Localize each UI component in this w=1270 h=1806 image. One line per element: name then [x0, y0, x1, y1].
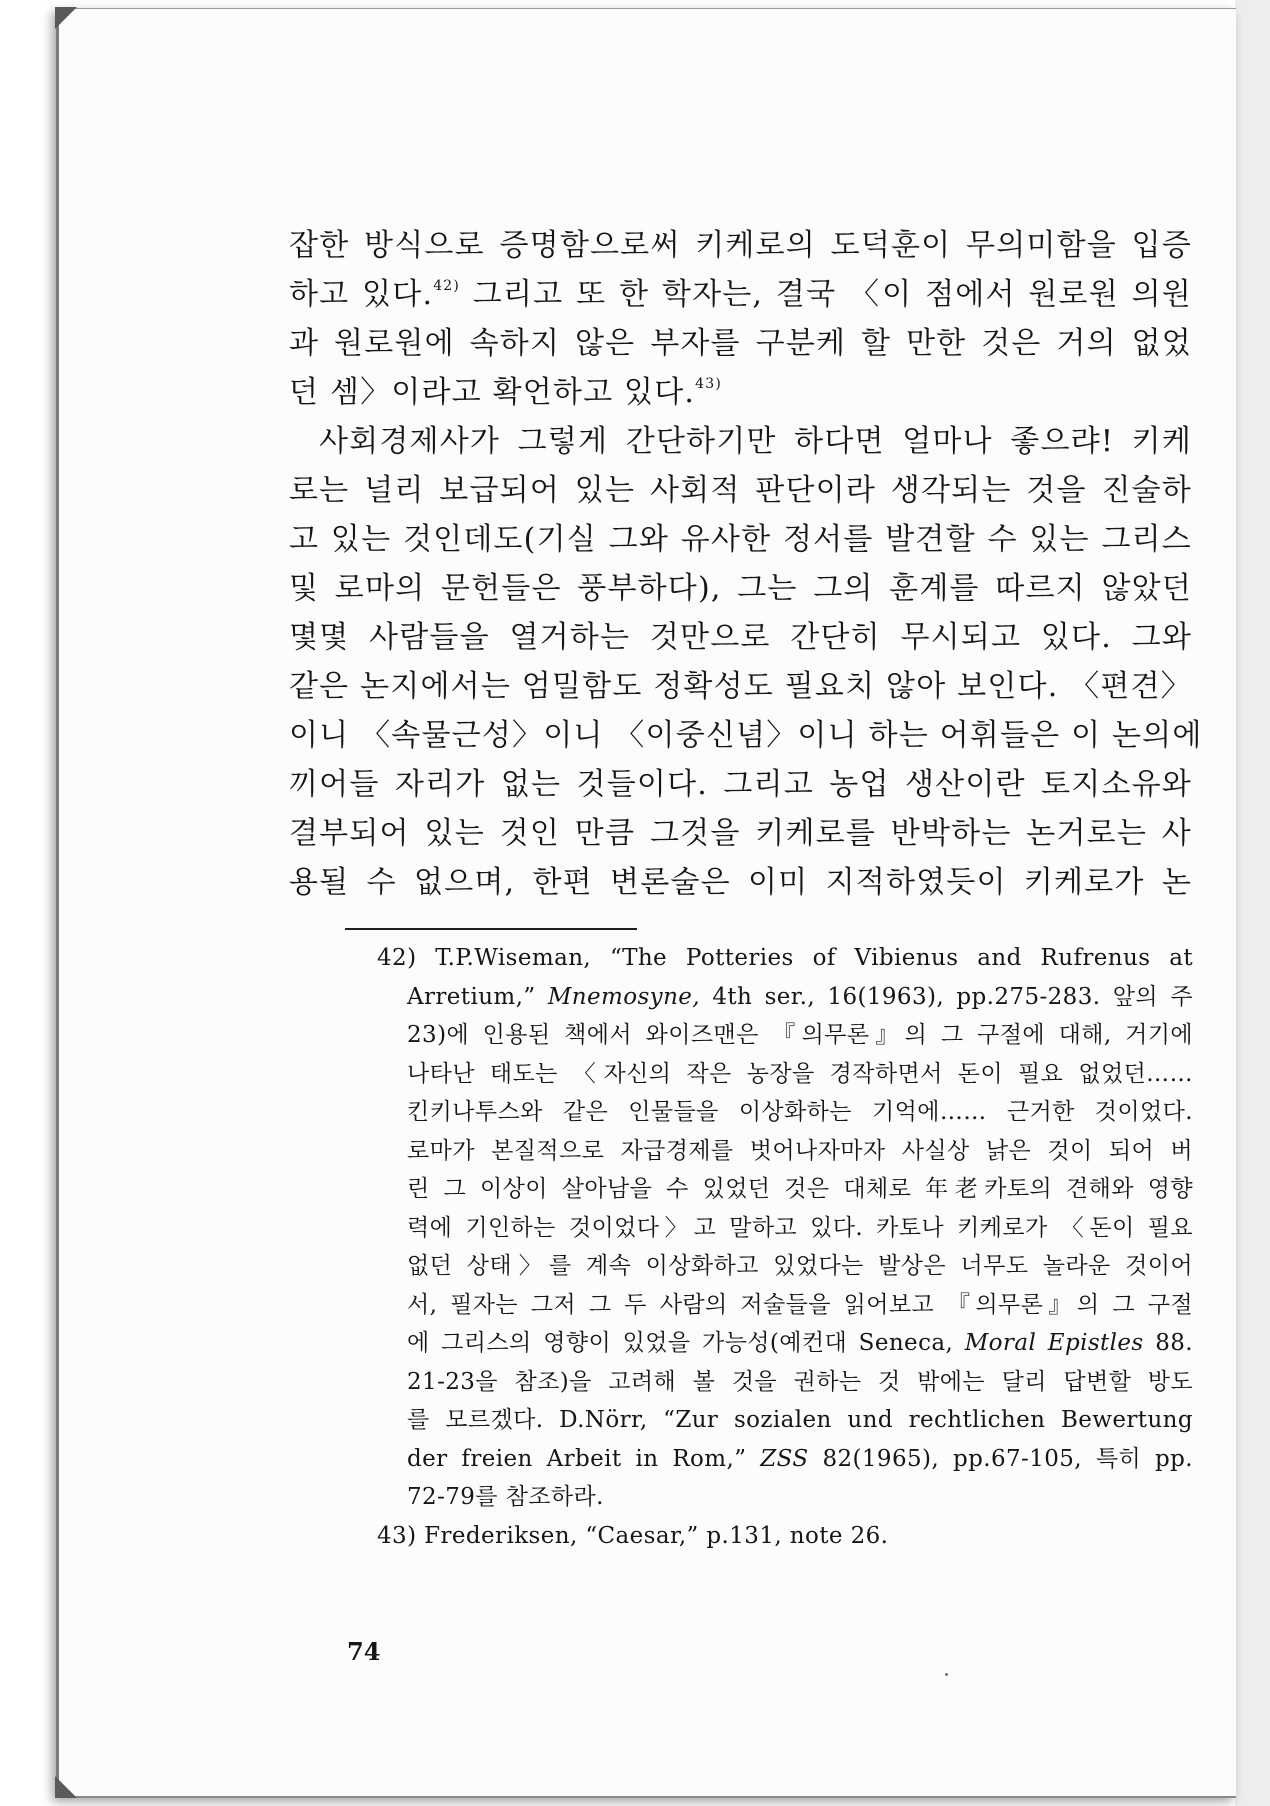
text-line: 몇몇 사람들을 열거하는 것만으로 간단히 무시되고 있다. 그와 — [289, 620, 1192, 655]
text-line: 로는 널리 보급되어 있는 사회적 판단이라 생각되는 것을 진술하 — [289, 473, 1192, 508]
footnote-line: 린 그 이상이 살아남을 수 있었던 것은 대체로 年老카토의 견해와 영향 — [407, 1176, 1193, 1202]
journal-abbrev: ZSS — [760, 1445, 809, 1472]
page-corner-bottom — [55, 1776, 77, 1798]
text-line: 과 원로원에 속하지 않은 부자를 구분케 할 만한 것은 거의 없었 — [289, 326, 1192, 361]
text-line: 용될 수 없으며, 한편 변론술은 이미 지적하였듯이 키케로가 논 — [289, 865, 1192, 900]
text-line: 결부되어 있는 것인 만큼 그것을 키케로를 반박하는 논거로는 사 — [289, 816, 1192, 851]
background-strip — [1235, 0, 1270, 1806]
footnote-text: 88. — [1143, 1330, 1193, 1356]
footnote-line: 42) T.P.Wiseman, “The Potteries of Vibienus and Rufrenus at — [377, 945, 1193, 971]
footnote-line — [377, 1440, 1193, 1479]
footnote-ref-43: 43) — [695, 376, 723, 392]
footnote-line: 력에 기인하는 것이었다〉고 말하고 있다. 카토나 키케로가 〈돈이 필요 — [407, 1214, 1193, 1241]
footnote-divider — [345, 928, 637, 930]
footnote-line: 를 모르겠다. D.Nörr, “Zur sozialen und rechtlichen Bewertung — [407, 1407, 1193, 1433]
main-text — [289, 221, 1203, 907]
footnote-text: 에 그리스의 영향이 있었을 가능성(예컨대 Seneca, — [407, 1330, 965, 1356]
journal-title: Mnemosyne, — [547, 983, 701, 1010]
book-page — [56, 8, 1236, 1798]
footnote-42 — [377, 939, 1193, 1517]
footnote-ref-42: 42) — [433, 278, 461, 294]
footnote-line: 킨키나투스와 같은 인물들을 이상화하는 기억에…… 근거한 것이었다. — [407, 1099, 1193, 1125]
footnote-line: 로마가 본질적으로 자급경제를 벗어나자마자 사실상 낡은 것이 되어 버 — [407, 1137, 1193, 1164]
text-line: 이니 〈속물근성〉이니 〈이중신념〉이니 하는 어휘들은 이 논의에 — [289, 718, 1203, 753]
work-title: Moral Epistles — [964, 1330, 1144, 1356]
text-line: 끼어들 자리가 없는 것들이다. 그리고 농업 생산이란 토지소유와 — [289, 767, 1192, 802]
footnote-line: 나타난 태도는 〈자신의 작은 농장을 경작하면서 돈이 필요 없었던…… — [407, 1060, 1193, 1087]
text-line — [289, 368, 1192, 417]
footnote-line: 없던 상태〉를 계속 이상화하고 있었다는 발상은 너무도 놀라운 것이어 — [407, 1253, 1193, 1279]
footnote-text: der freien Arbeit in Rom,” — [407, 1445, 761, 1472]
text-line-start: 던 셈〉이라고 확언하고 있다. — [289, 375, 696, 410]
footnotes — [377, 939, 1193, 1555]
footnote-line: 43) Frederiksen, “Caesar,” p.131, note 26. — [377, 1522, 889, 1549]
footnote-line: 서, 필자는 그저 그 두 사람의 저술들을 읽어보고 『의무론』의 그 구절 — [407, 1291, 1193, 1318]
page-number: 74 — [347, 1637, 381, 1666]
page-corner-top — [55, 7, 77, 29]
paragraph-start: 사회경제사가 그렇게 간단하기만 하다면 얼마나 좋으랴! 키케 — [319, 424, 1192, 459]
footnote-line — [377, 978, 1193, 1017]
text-line: 고 있는 것인데도(기실 그와 유사한 정서를 발견할 수 있는 그리스 — [289, 522, 1192, 557]
footnote-43 — [377, 1517, 1193, 1556]
text-line-start: 하고 있다. — [289, 277, 434, 312]
footnote-line: 23)에 인용된 책에서 와이즈맨은 『의무론』의 그 구절에 대해, 거기에 — [407, 1022, 1193, 1048]
scan-speck — [945, 1673, 948, 1676]
text-line — [289, 270, 1192, 319]
footnote-text: 82(1965), pp.67-105, 특히 pp. — [808, 1445, 1193, 1472]
footnote-line: 72-79를 참조하라. — [407, 1484, 604, 1510]
text-line: 같은 논지에서는 엄밀함도 정확성도 필요치 않아 보인다. 〈편견〉 — [289, 669, 1192, 704]
footnote-line — [377, 1324, 1193, 1363]
text-line: 및 로마의 문헌들은 풍부하다), 그는 그의 훈계를 따르지 않았던 — [289, 571, 1192, 606]
footnote-text: Arretium,” — [407, 983, 548, 1010]
footnote-text: 4th ser., 16(1963), pp.275-283. 앞의 주 — [700, 983, 1193, 1010]
text-line: 잡한 방식으로 증명함으로써 키케로의 도덕훈이 무의미함을 입증 — [289, 228, 1192, 263]
text-line-rest: 그리고 또 한 학자는, 결국 〈이 점에서 원로원 의원 — [460, 277, 1192, 312]
footnote-line: 21-23을 참조)을 고려해 볼 것을 권하는 것 밖에는 달리 답변할 방도 — [407, 1368, 1193, 1395]
